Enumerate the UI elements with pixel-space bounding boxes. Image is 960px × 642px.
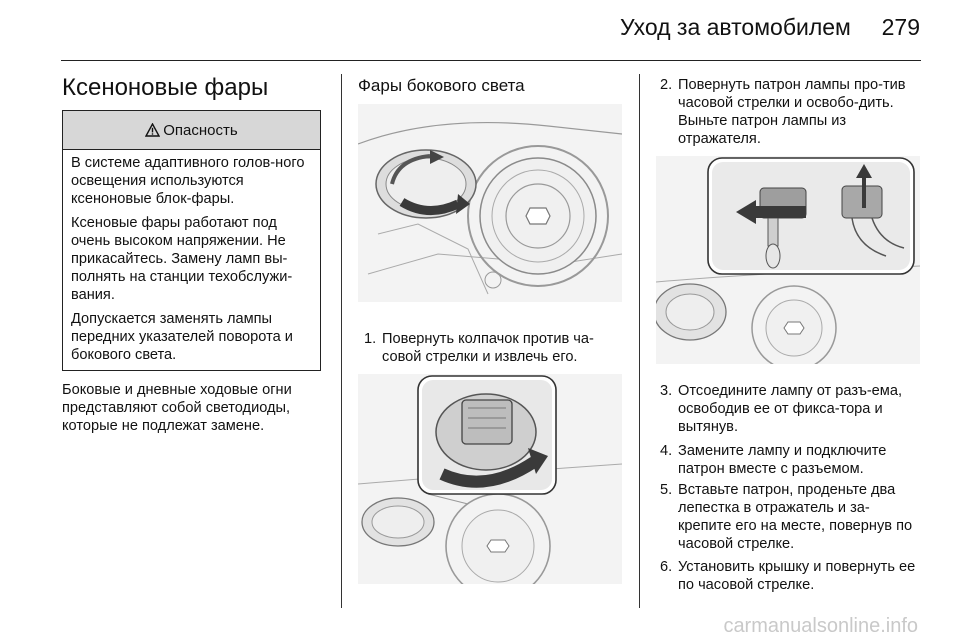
figure-bulb-socket-removal <box>656 156 920 364</box>
step-number: 6. <box>660 559 673 575</box>
danger-heading <box>63 111 320 150</box>
subsection-title: Фары бокового света <box>358 76 525 95</box>
step-number: 5. <box>660 482 673 498</box>
danger-paragraph: В системе адаптивного голов-ного освещения используются ксеноновые блок-фары. <box>71 155 305 207</box>
watermark: carmanualsonline.info <box>723 615 918 637</box>
step-text: Установить крышку и повернуть ее по часовой стрелке. <box>678 559 916 593</box>
step-number: 2. <box>660 77 673 93</box>
section-title: Ксеноновые фары <box>62 74 269 101</box>
danger-paragraph: Допускается заменять лампы передних указателей поворота и бокового света. <box>71 311 293 363</box>
danger-paragraph: Ксеновые фары работают под очень высоком напряжении. Не прикасайтесь. Замену ламп вы-полнять на станции техобслужи-вания. <box>71 215 293 303</box>
step-item <box>660 76 922 148</box>
step-text: Вставьте патрон, проденьте два лепестка в отражатель и за-крепите его на месте, повернув по часовой стрелке. <box>678 482 913 552</box>
step-number: 3. <box>660 383 673 399</box>
step-item <box>364 330 624 366</box>
danger-box <box>62 110 321 371</box>
column-divider <box>341 74 342 608</box>
figure-headlamp-cap-removal <box>358 104 622 302</box>
step-item <box>660 382 922 436</box>
step-number: 4. <box>660 443 673 459</box>
step-text: Повернуть патрон лампы про-тив часовой стрелки и освобо-дить. Выньте патрон лампы из отражателя. <box>678 77 906 147</box>
step-text: Замените лампу и подключите патрон вместе с разъемом. <box>678 443 887 477</box>
warning-triangle-icon <box>145 123 160 137</box>
figure-cap-rotation-detail <box>358 374 622 584</box>
step-item <box>660 442 922 478</box>
danger-body <box>63 150 320 364</box>
running-header-title: Уход за автомобилем <box>620 14 851 40</box>
step-item <box>660 481 922 553</box>
column-divider <box>639 74 640 608</box>
step-text: Отсоедините лампу от разъ-ема, освободив ее от фикса-тора и вытянув. <box>678 383 903 435</box>
step-number: 1. <box>364 331 377 347</box>
step-text: Повернуть колпачок против ча-совой стрелки и извлечь его. <box>382 331 594 365</box>
page-number: 279 <box>881 14 920 40</box>
header-rule <box>61 60 921 61</box>
danger-heading-label: Опасность <box>163 121 238 139</box>
step-item <box>660 558 922 594</box>
body-paragraph: Боковые и дневные ходовые огни представляют собой светодиоды, которые не подлежат замене. <box>62 382 292 434</box>
